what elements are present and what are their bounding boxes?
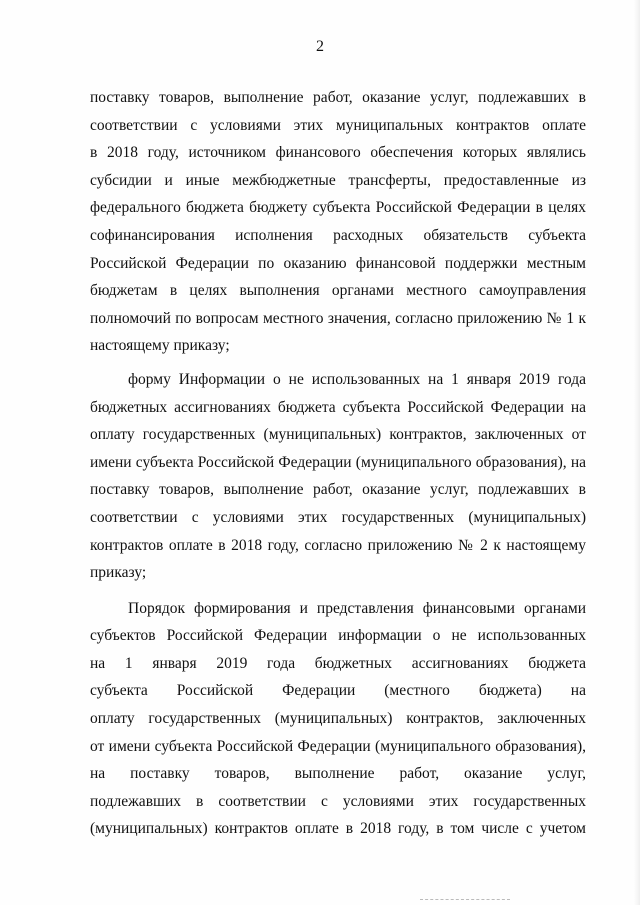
- text-line: подлежавших в соответствии с условиями этих государственных: [90, 792, 586, 810]
- scan-bottom-mark: [420, 899, 510, 901]
- text-line: субъекта Российской Федерации (местного бюджета) на: [90, 682, 586, 700]
- text-line: бюджетам в целях выполнения органами местного самоуправления: [90, 282, 586, 300]
- text-line: софинансирования исполнения расходных обязательств субъекта: [90, 226, 586, 244]
- scan-edge-shadow: [634, 0, 640, 905]
- text-line: на поставку товаров, выполнение работ, оказание услуг,: [90, 765, 586, 783]
- text-line: на 1 января 2019 года бюджетных ассигнованиях бюджета: [90, 654, 586, 672]
- text-line: соответствии с условиями этих государственных (муниципальных): [90, 508, 586, 526]
- paragraph-1: [90, 84, 586, 360]
- text-line: оплату государственных (муниципальных) контрактов, заключенных от: [90, 426, 586, 444]
- text-line: имени субъекта Российской Федерации (муниципального образования), на: [90, 453, 586, 471]
- text-line: субъектов Российской Федерации информации о не использованных: [90, 627, 586, 645]
- text-line: настоящему приказу;: [90, 337, 230, 355]
- text-line: оплату государственных (муниципальных) контрактов, заключенных: [90, 710, 586, 728]
- text-line: Российской Федерации по оказанию финансовой поддержки местным: [90, 254, 586, 272]
- text-line: поставку товаров, выполнение работ, оказание услуг, подлежавших в: [90, 481, 586, 499]
- text-line: форму Информации о не использованных на 1 января 2019 года: [128, 370, 586, 388]
- text-line: контрактов оплате в 2018 году, согласно приложению № 2 к настоящему: [90, 536, 586, 554]
- text-line: субсидии и иные межбюджетные трансферты, предоставленные из: [90, 171, 586, 189]
- paragraph-3: [90, 595, 586, 843]
- text-line: от имени субъекта Российской Федерации (муниципального образования),: [90, 737, 586, 755]
- text-line: федерального бюджета бюджету субъекта Российской Федерации в целях: [90, 199, 586, 217]
- text-line: соответствии с условиями этих муниципальных контрактов оплате: [90, 116, 586, 134]
- paragraph-2: [90, 366, 586, 587]
- text-line: (муниципальных) контрактов оплате в 2018 году, в том числе с учетом: [90, 820, 586, 838]
- text-line: поставку товаров, выполнение работ, оказание услуг, подлежавших в: [90, 89, 586, 106]
- text-line: полномочий по вопросам местного значения, согласно приложению № 1 к: [90, 309, 586, 327]
- page-number: 2: [316, 38, 324, 55]
- document-body: [90, 84, 586, 843]
- text-line: приказу;: [90, 564, 147, 582]
- text-line: бюджетных ассигнованиях бюджета субъекта Российской Федерации на: [90, 398, 586, 416]
- text-line: Порядок формирования и представления финансовыми органами: [128, 599, 586, 617]
- text-line: в 2018 году, источником финансового обеспечения которых являлись: [90, 144, 586, 162]
